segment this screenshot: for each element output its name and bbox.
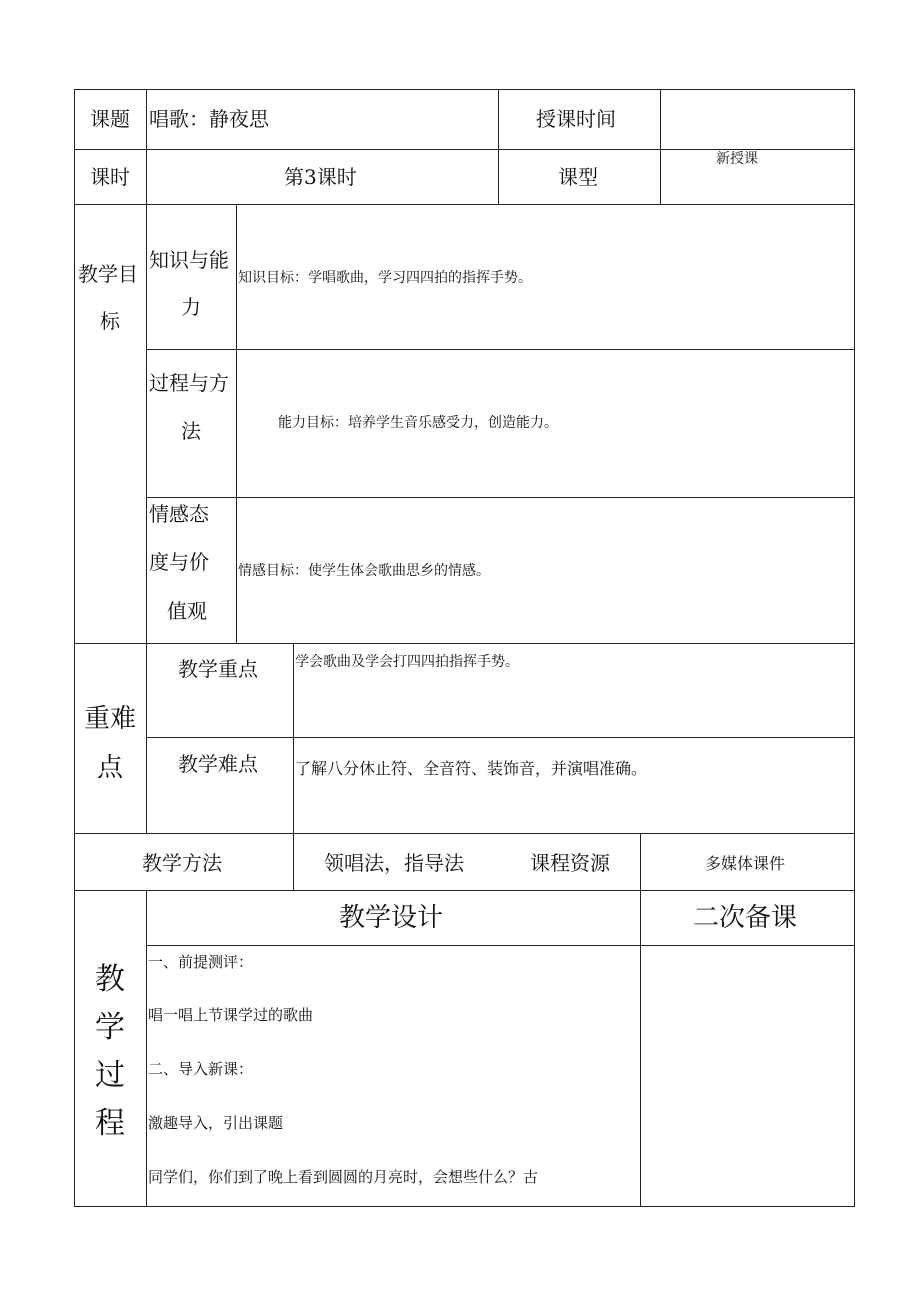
process-line: 一、前提测评： [148, 953, 254, 971]
design-header: 教学设计 [339, 903, 444, 933]
resource-value: 多媒体课件 [705, 854, 786, 873]
knowledge-label-line1: 知识与能 [149, 248, 229, 272]
knowledge-label-line2: 力 [181, 295, 201, 319]
rule [74, 833, 855, 834]
rule [146, 737, 855, 738]
difficult-content: 了解八分休止符、全音符、装饰音，并演唱准确。 [295, 759, 648, 778]
important-label: 教学重点 [178, 657, 258, 681]
important-content: 学会歌曲及学会打四四拍指挥手势。 [295, 654, 519, 670]
rule [498, 89, 499, 205]
key-points-label-line2: 点 [97, 753, 124, 783]
process-method-label-line1: 过程与方 [149, 371, 229, 395]
process-line: 二、导入新课： [148, 1060, 254, 1078]
rule [74, 890, 855, 891]
rule [146, 890, 147, 1207]
rule [74, 643, 855, 644]
rule [74, 89, 855, 90]
process-label-char: 过 [95, 1058, 125, 1093]
time-label: 授课时间 [536, 107, 616, 131]
emotion-content: 情感目标：使学生体会歌曲思乡的情感。 [238, 563, 490, 579]
objectives-label-line1: 教学目 [78, 262, 138, 286]
rule [74, 149, 855, 150]
resource-label: 课程资源 [530, 851, 610, 875]
type-value: 新授课 [716, 151, 758, 167]
process-label-char: 学 [95, 1010, 125, 1045]
methods-value: 领唱法，指导法 [324, 851, 464, 875]
second-prep-header: 二次备课 [693, 903, 798, 933]
rule [146, 497, 855, 498]
key-points-label-line1: 重难 [84, 704, 137, 734]
process-method-label-line2: 法 [181, 419, 201, 443]
rule [660, 89, 661, 205]
objectives-label-line2: 标 [100, 309, 120, 333]
rule [293, 643, 294, 891]
difficult-label: 教学难点 [178, 752, 258, 776]
process-line: 同学们，你们到了晚上看到圆圆的月亮时，会想些什么？古 [148, 1168, 539, 1186]
methods-label: 教学方法 [142, 851, 222, 875]
subject-label: 课题 [90, 107, 130, 131]
rule [146, 349, 855, 350]
rule [146, 945, 855, 946]
rule [74, 89, 75, 1207]
process-line: 唱一唱上节课学过的歌曲 [148, 1006, 314, 1024]
process-line: 激趣导入，引出课题 [148, 1114, 284, 1132]
ability-content: 能力目标：培养学生音乐感受力，创造能力。 [278, 415, 558, 431]
rule [236, 204, 237, 644]
rule [146, 89, 147, 833]
type-label: 课型 [558, 165, 598, 189]
process-label-char: 程 [95, 1106, 125, 1141]
knowledge-content: 知识目标：学唱歌曲，学习四四拍的指挥手势。 [238, 270, 532, 286]
period-value: 第3课时 [284, 165, 357, 189]
rule [74, 204, 855, 205]
rule [854, 89, 855, 1207]
period-label: 课时 [90, 165, 130, 189]
emotion-label-line2: 度与价 [149, 550, 209, 574]
emotion-label-line1: 情感态 [149, 502, 209, 526]
subject-value: 唱歌：静夜思 [149, 107, 269, 131]
process-label-char: 教 [95, 962, 125, 997]
emotion-label-line3: 值观 [167, 599, 207, 623]
rule [640, 833, 641, 1207]
rule [74, 1206, 855, 1207]
